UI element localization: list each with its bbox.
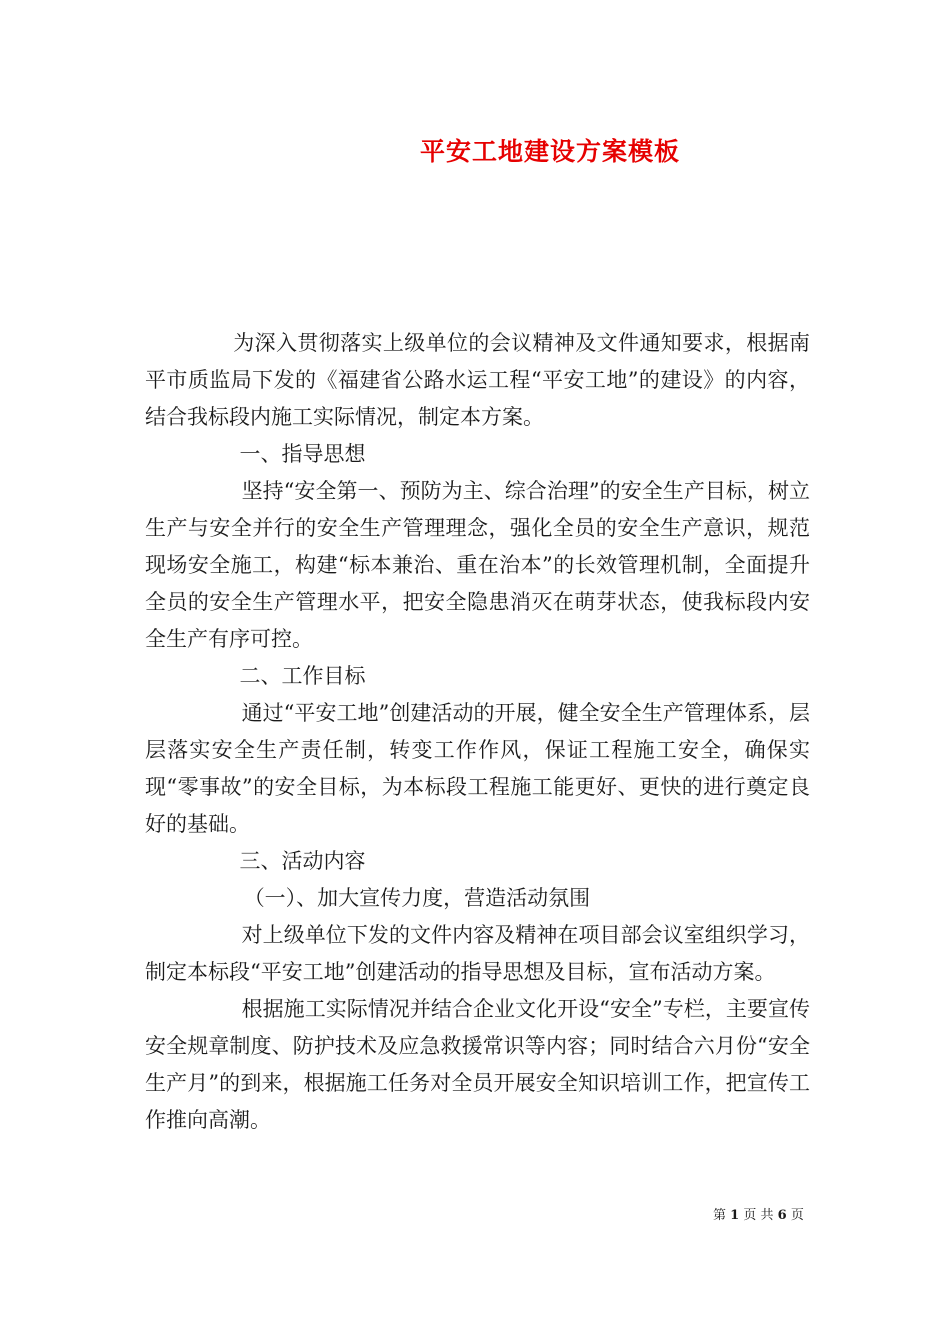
footer-middle: 页 共 [743, 1208, 774, 1223]
footer-suffix: 页 [790, 1208, 804, 1223]
document-title: 平安工地建设方案模板 [419, 137, 680, 166]
paragraph-work-goals: 通过“平安工地”创建活动的开展，健全安全生产管理体系，层层落实安全生产责任制，转变工作作风，保证工程施工安全，确保实现“零事故”的安全目标，为本标段工程施工能更好、更快的进行奠定良好的基础。 [145, 701, 810, 836]
paragraph-publicity-column: 根据施工实际情况并结合企业文化开设“安全”专栏，主要宣传安全规章制度、防护技术及应急救援常识等内容；同时结合六月份“安全生产月”的到来，根据施工任务对全员开展安全知识培训工作，把宣传工作推向高潮。 [145, 997, 810, 1132]
section-heading-activity-content: 三、活动内容 [239, 849, 366, 873]
footer-current-page: 1 [730, 1208, 740, 1223]
document-body [145, 325, 810, 1139]
paragraph-publicity-study: 对上级单位下发的文件内容及精神在项目部会议室组织学习，制定本标段“平安工地”创建活动的指导思想及目标，宣布活动方案。 [145, 923, 810, 984]
subsection-heading-publicity: （一）、加大宣传力度，营造活动氛围 [243, 886, 591, 910]
section-heading-guiding-ideology: 一、指导思想 [239, 442, 366, 466]
paragraph-guiding-ideology: 坚持“安全第一、预防为主、综合治理”的安全生产目标，树立生产与安全并行的安全生产管理理念，强化全员的安全生产意识，规范现场安全施工，构建“标本兼治、重在治本”的长效管理机制，全面提升全员的安全生产管理水平，把安全隐患消灭在萌芽状态，使我标段内安全生产有序可控。 [145, 479, 810, 651]
paragraph-intro: 为深入贯彻落实上级单位的会议精神及文件通知要求，根据南平市质监局下发的《福建省公路水运工程“平安工地”的建设》的内容，结合我标段内施工实际情况，制定本方案。 [145, 331, 810, 429]
section-heading-work-goals: 二、工作目标 [239, 664, 366, 688]
footer-total-pages: 6 [777, 1208, 787, 1223]
footer-prefix: 第 [713, 1208, 727, 1223]
page-number-footer [713, 1204, 804, 1223]
